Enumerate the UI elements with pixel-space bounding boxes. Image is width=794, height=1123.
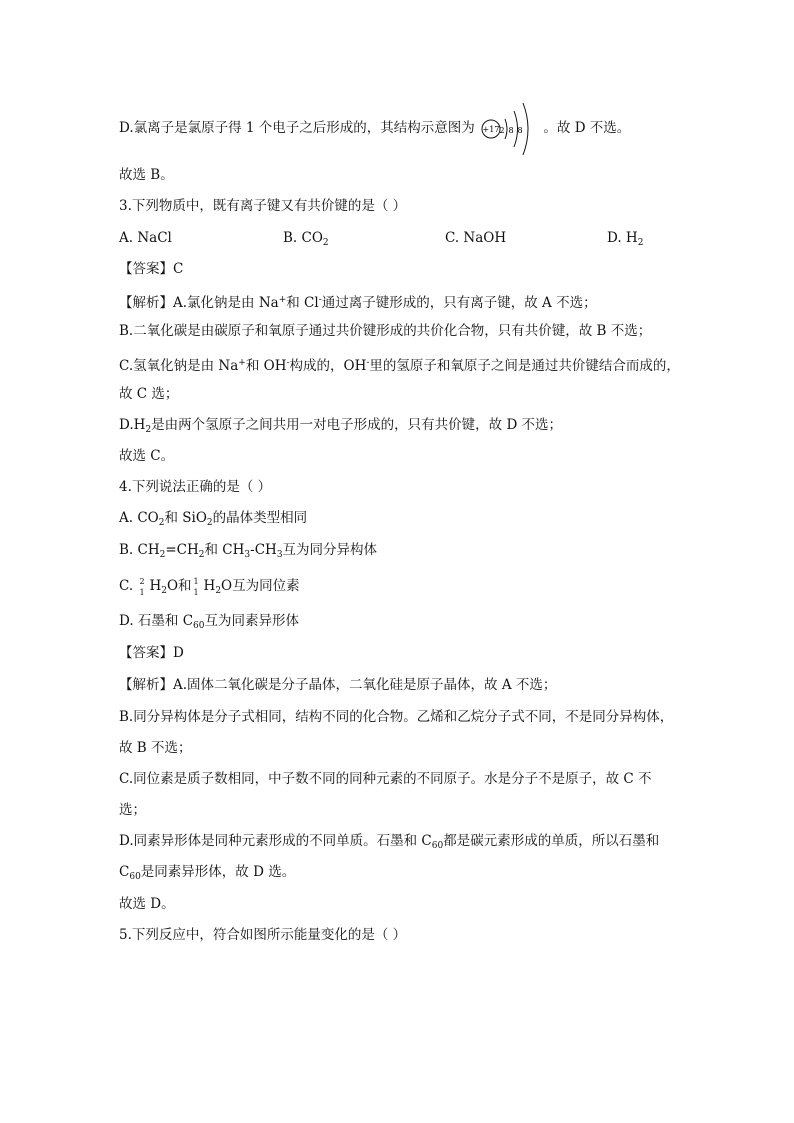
q3-option-a: A. NaCl (119, 230, 172, 246)
q3-option-b: B. $CO_2$ (283, 230, 329, 248)
line-answer-b: 故选 B。 (119, 167, 174, 183)
q4-option-c: C. 2 1 $H_2O$和 1 1 $H_2O$互为同位素 (119, 577, 300, 597)
q3-analysis-d: $D.H_2$是由两个氢原子之间共用一对电子形成的，只有共价键，故 D 不选； (119, 417, 563, 435)
text-l1: D.氯离子是氯原子得 1 个电子之后形成的，其结构示意图为 (119, 120, 475, 136)
q3-analysis-c2: 故 C 选； (119, 386, 179, 402)
q3-end: 故选 C。 (119, 448, 175, 464)
q4-answer: 【答案】D (119, 645, 184, 661)
q4-analysis-d2: $C_{60}$是同素异形体，故 D 选。 (119, 864, 296, 882)
q4-option-a: A. $CO_2$和 SiO$_2$的晶体类型相同 (119, 510, 308, 528)
shell-1-label: 2 (499, 125, 505, 135)
shell-3-label: 8 (517, 125, 523, 135)
question-4: 4.下列说法正确的是（ ） (119, 479, 272, 495)
q4-analysis-b2: 故 B 不选； (119, 740, 192, 756)
q4-analysis-a: 【解析】A.固体二氧化碳是分子晶体，二氧化硅是原子晶体，故 A 不选； (119, 677, 557, 693)
q4-analysis-c2: 选； (119, 802, 146, 818)
chlorine-ion-structure-icon (481, 99, 539, 159)
q3-option-c: C. NaOH (445, 230, 507, 246)
q3-answer: 【答案】C (119, 261, 184, 277)
shell-2-label: 8 (508, 125, 514, 135)
q3-analysis-c1: C.氢氧化钠是由 Na+和 OH-构成的，OH-里的氢原子和氧原子之间是通过共价键结合而成的， (119, 358, 680, 374)
question-5: 5.下列反应中，符合如图所示能量变化的是（ ） (119, 927, 407, 943)
q4-option-b: B. $CH_2=CH_2$和 $CH_3-CH_3$互为同分异构体 (119, 542, 378, 560)
q3-analysis-b: B.二氧化碳是由碳原子和氧原子通过共价键形成的共价化合物，只有共价键，故 B 不选； (119, 323, 652, 339)
q4-analysis-d1: D.同素异形体是同种元素形成的不同单质。石墨和 $C_{60}$都是碳元素形成的单质，所以石墨和 (119, 833, 660, 851)
q4-option-d: D. 石墨和 $C_{60}$互为同素异形体 (119, 613, 299, 631)
question-3: 3.下列物质中，既有离子键又有共价键的是（ ） (119, 198, 407, 214)
q3-analysis-a: 【解析】A.氯化钠是由 Na+和 Cl-通过离子键形成的，只有离子键，故 A 不选； (119, 295, 597, 311)
q3-option-d: D. $H_2$ (607, 230, 644, 248)
nucleus-label: +17 (482, 124, 500, 134)
text-l1-tail: 。故 D 不选。 (543, 120, 631, 136)
q4-end: 故选 D。 (119, 896, 175, 912)
q4-analysis-c1: C.同位素是质子数相同，中子数不同的同种元素的不同原子。水是分子不是原子，故 C 不 (119, 771, 652, 787)
line-d-chloride (119, 119, 630, 137)
q4-analysis-b1: B.同分异构体是分子式相同，结构不同的化合物。乙烯和乙烷分子式不同，不是同分异构体， (119, 709, 674, 725)
